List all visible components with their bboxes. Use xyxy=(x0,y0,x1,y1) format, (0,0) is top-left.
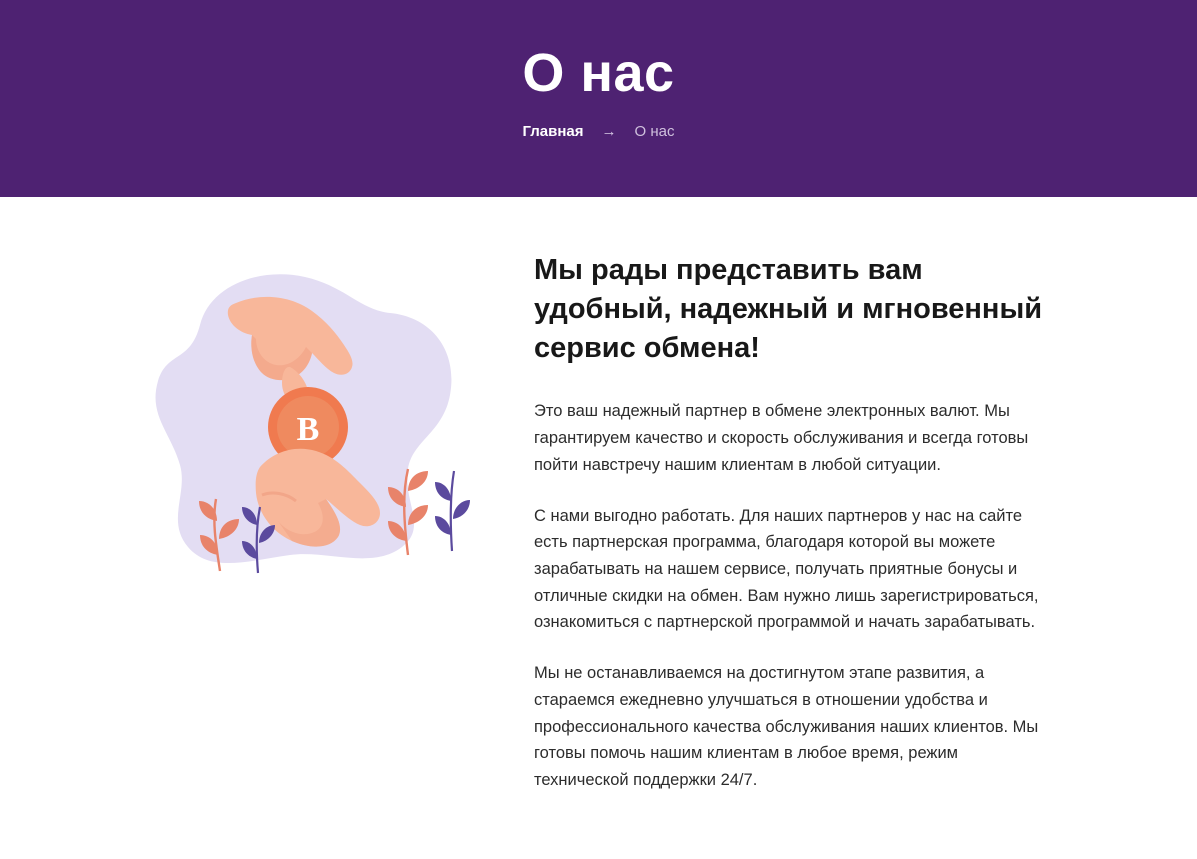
svg-text:B: B xyxy=(296,411,320,448)
page-hero xyxy=(0,0,1197,197)
page-title: О нас xyxy=(522,43,675,103)
about-paragraph-3: Мы не останавливаемся на достигнутом этапе развития, а стараемся ежедневно улучшаться в отношении удобства и профессионального качества обслуживания наших клиентов. Мы готовы помочь нашим клиентам в любое время, режим технической поддержки 24/7. xyxy=(534,664,1039,790)
about-paragraph-2: С нами выгодно работать. Для наших партнеров у нас на сайте есть партнерская программа, благодаря которой вы можете зарабатывать на нашем сервисе, получать приятные бонусы и отличные скидки на обмен. Вам нужно лишь зарегистрироваться, ознакомиться с партнерской программой и начать зарабатывать. xyxy=(534,506,1039,632)
breadcrumb xyxy=(523,123,675,140)
section-heading: Мы рады представить вам удобный, надежный и мгновенный сервис обмена! xyxy=(534,254,1043,365)
about-text-column xyxy=(534,245,1057,794)
about-content xyxy=(0,197,1197,794)
breadcrumb-link-home[interactable]: Главная xyxy=(522,123,584,141)
hand-giving-bitcoin-coin-icon xyxy=(140,255,490,595)
illustration-column xyxy=(140,245,490,595)
leaf-sprig-purple-right xyxy=(435,471,470,551)
arrow-right-icon: → xyxy=(601,123,617,141)
about-paragraph-1: Это ваш надежный партнер в обмене электронных валют. Мы гарантируем качество и скорость обслуживания и всегда готовы пойти навстречу нашим клиентам в любой ситуации. xyxy=(534,402,1029,474)
breadcrumb-current: О нас xyxy=(634,123,675,141)
